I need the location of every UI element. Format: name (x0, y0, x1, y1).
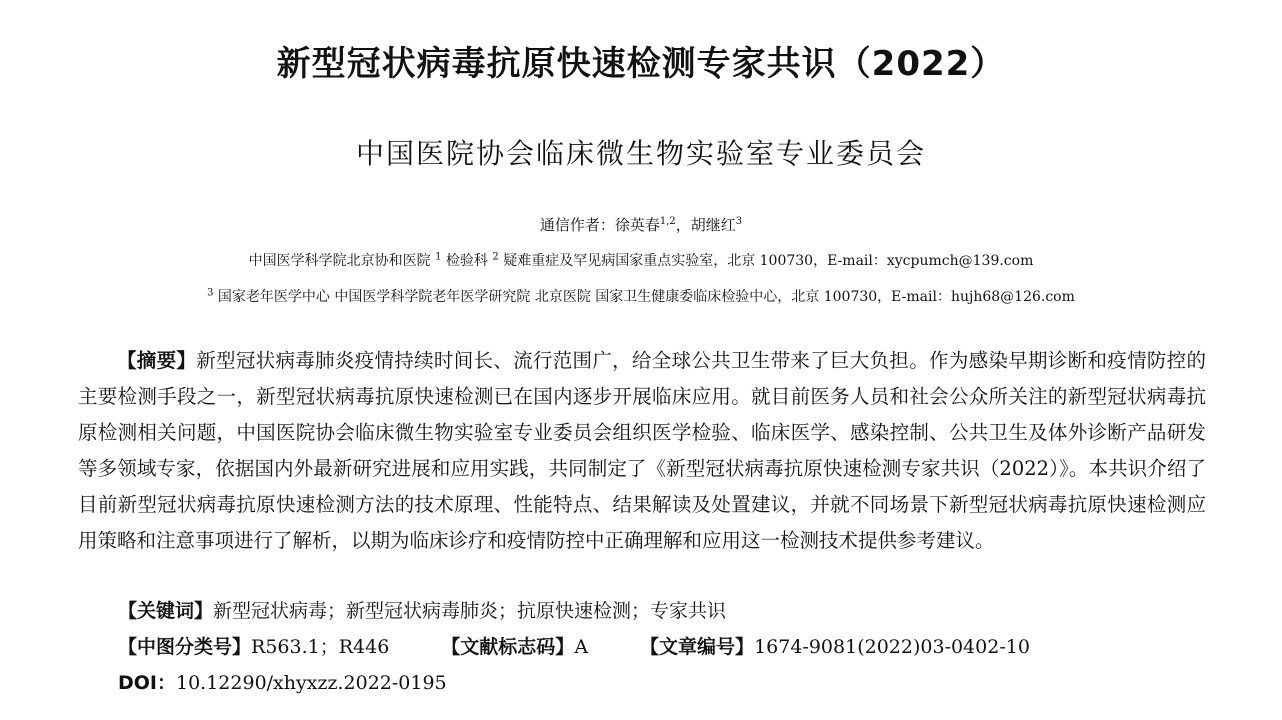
classification-line (118, 631, 1030, 663)
doi-value: 10.12290/xhyxzz.2022-0195 (176, 672, 447, 694)
affiliation-text: 疑难重症及罕见病国家重点实验室，北京 100730，E-mail：xycpumch@139.com (498, 253, 1034, 269)
corresponding-authors (0, 213, 1282, 237)
keywords-text: 新型冠状病毒；新型冠状病毒肺炎；抗原快速检测；专家共识 (213, 600, 727, 622)
affiliation-sup: 1 (435, 251, 442, 263)
affiliation-text: 国家老年医学中心 中国医学科学院老年医学研究院 北京医院 国家卫生健康委临床检验中心，北京 100730，E-mail：hujh68@126.com (213, 289, 1075, 305)
abstract (78, 343, 1206, 559)
paper-title: 新型冠状病毒抗原快速检测专家共识（2022） (276, 44, 1006, 84)
doi-label: DOI： (118, 672, 176, 694)
affiliation-line (0, 249, 1282, 273)
article-no-value: 1674-9081(2022)03-0402-10 (754, 636, 1030, 658)
keywords-line (118, 595, 726, 627)
author-separator: ， (675, 216, 691, 234)
author-affil-sup: 3 (735, 216, 743, 227)
doc-code-value: A (574, 636, 589, 658)
authors-prefix: 通信作者： (539, 216, 615, 234)
clc-label: 【中图分类号】 (118, 636, 252, 658)
article-no-label: 【文章编号】 (640, 636, 755, 658)
clc-value: R563.1；R446 (251, 636, 390, 658)
affiliation-sup: 2 (492, 251, 499, 263)
doi-line (118, 667, 447, 699)
affiliation-sup: 3 (207, 287, 214, 299)
author-name: 徐英春 (614, 216, 660, 234)
abstract-text: 新型冠状病毒肺炎疫情持续时间长、流行范围广，给全球公共卫生带来了巨大负担。作为感染早期诊断和疫情防控的主要检测手段之一，新型冠状病毒抗原快速检测已在国内逐步开展临床应用。就目前医务人员和社会公众所关注的新型冠状病毒抗原检测相关问题，中国医院协会临床微生物实验室专业委员会组织医学检验、临床医学、感染控制、公共卫生及体外诊断产品研发等多领域专家，依据国内外最新研究进展和应用实践，共同制定了《新型冠状病毒抗原快速检测专家共识（2022）》。本共识介绍了目前新型冠状病毒抗原快速检测方法的技术原理、性能特点、结果解读及处置建议，并就不同场景下新型冠状病毒抗原快速检测应用策略和注意事项进行了解析，以期为临床诊疗和疫情防控中正确理解和应用这一检测技术提供参考建议。 (78, 349, 1206, 552)
abstract-label: 【摘要】 (117, 349, 197, 372)
affiliation-line (0, 285, 1282, 309)
keywords-label: 【关键词】 (118, 600, 214, 622)
doc-code-label: 【文献标志码】 (441, 636, 575, 658)
author-affil-sup: 1,2 (659, 216, 676, 227)
organization: 中国医院协会临床微生物实验室专业委员会 (355, 137, 926, 170)
affiliation-text: 中国医学科学院北京协和医院 (248, 253, 431, 269)
author-name: 胡继红 (690, 216, 736, 234)
affiliation-text: 检验科 (441, 253, 493, 269)
